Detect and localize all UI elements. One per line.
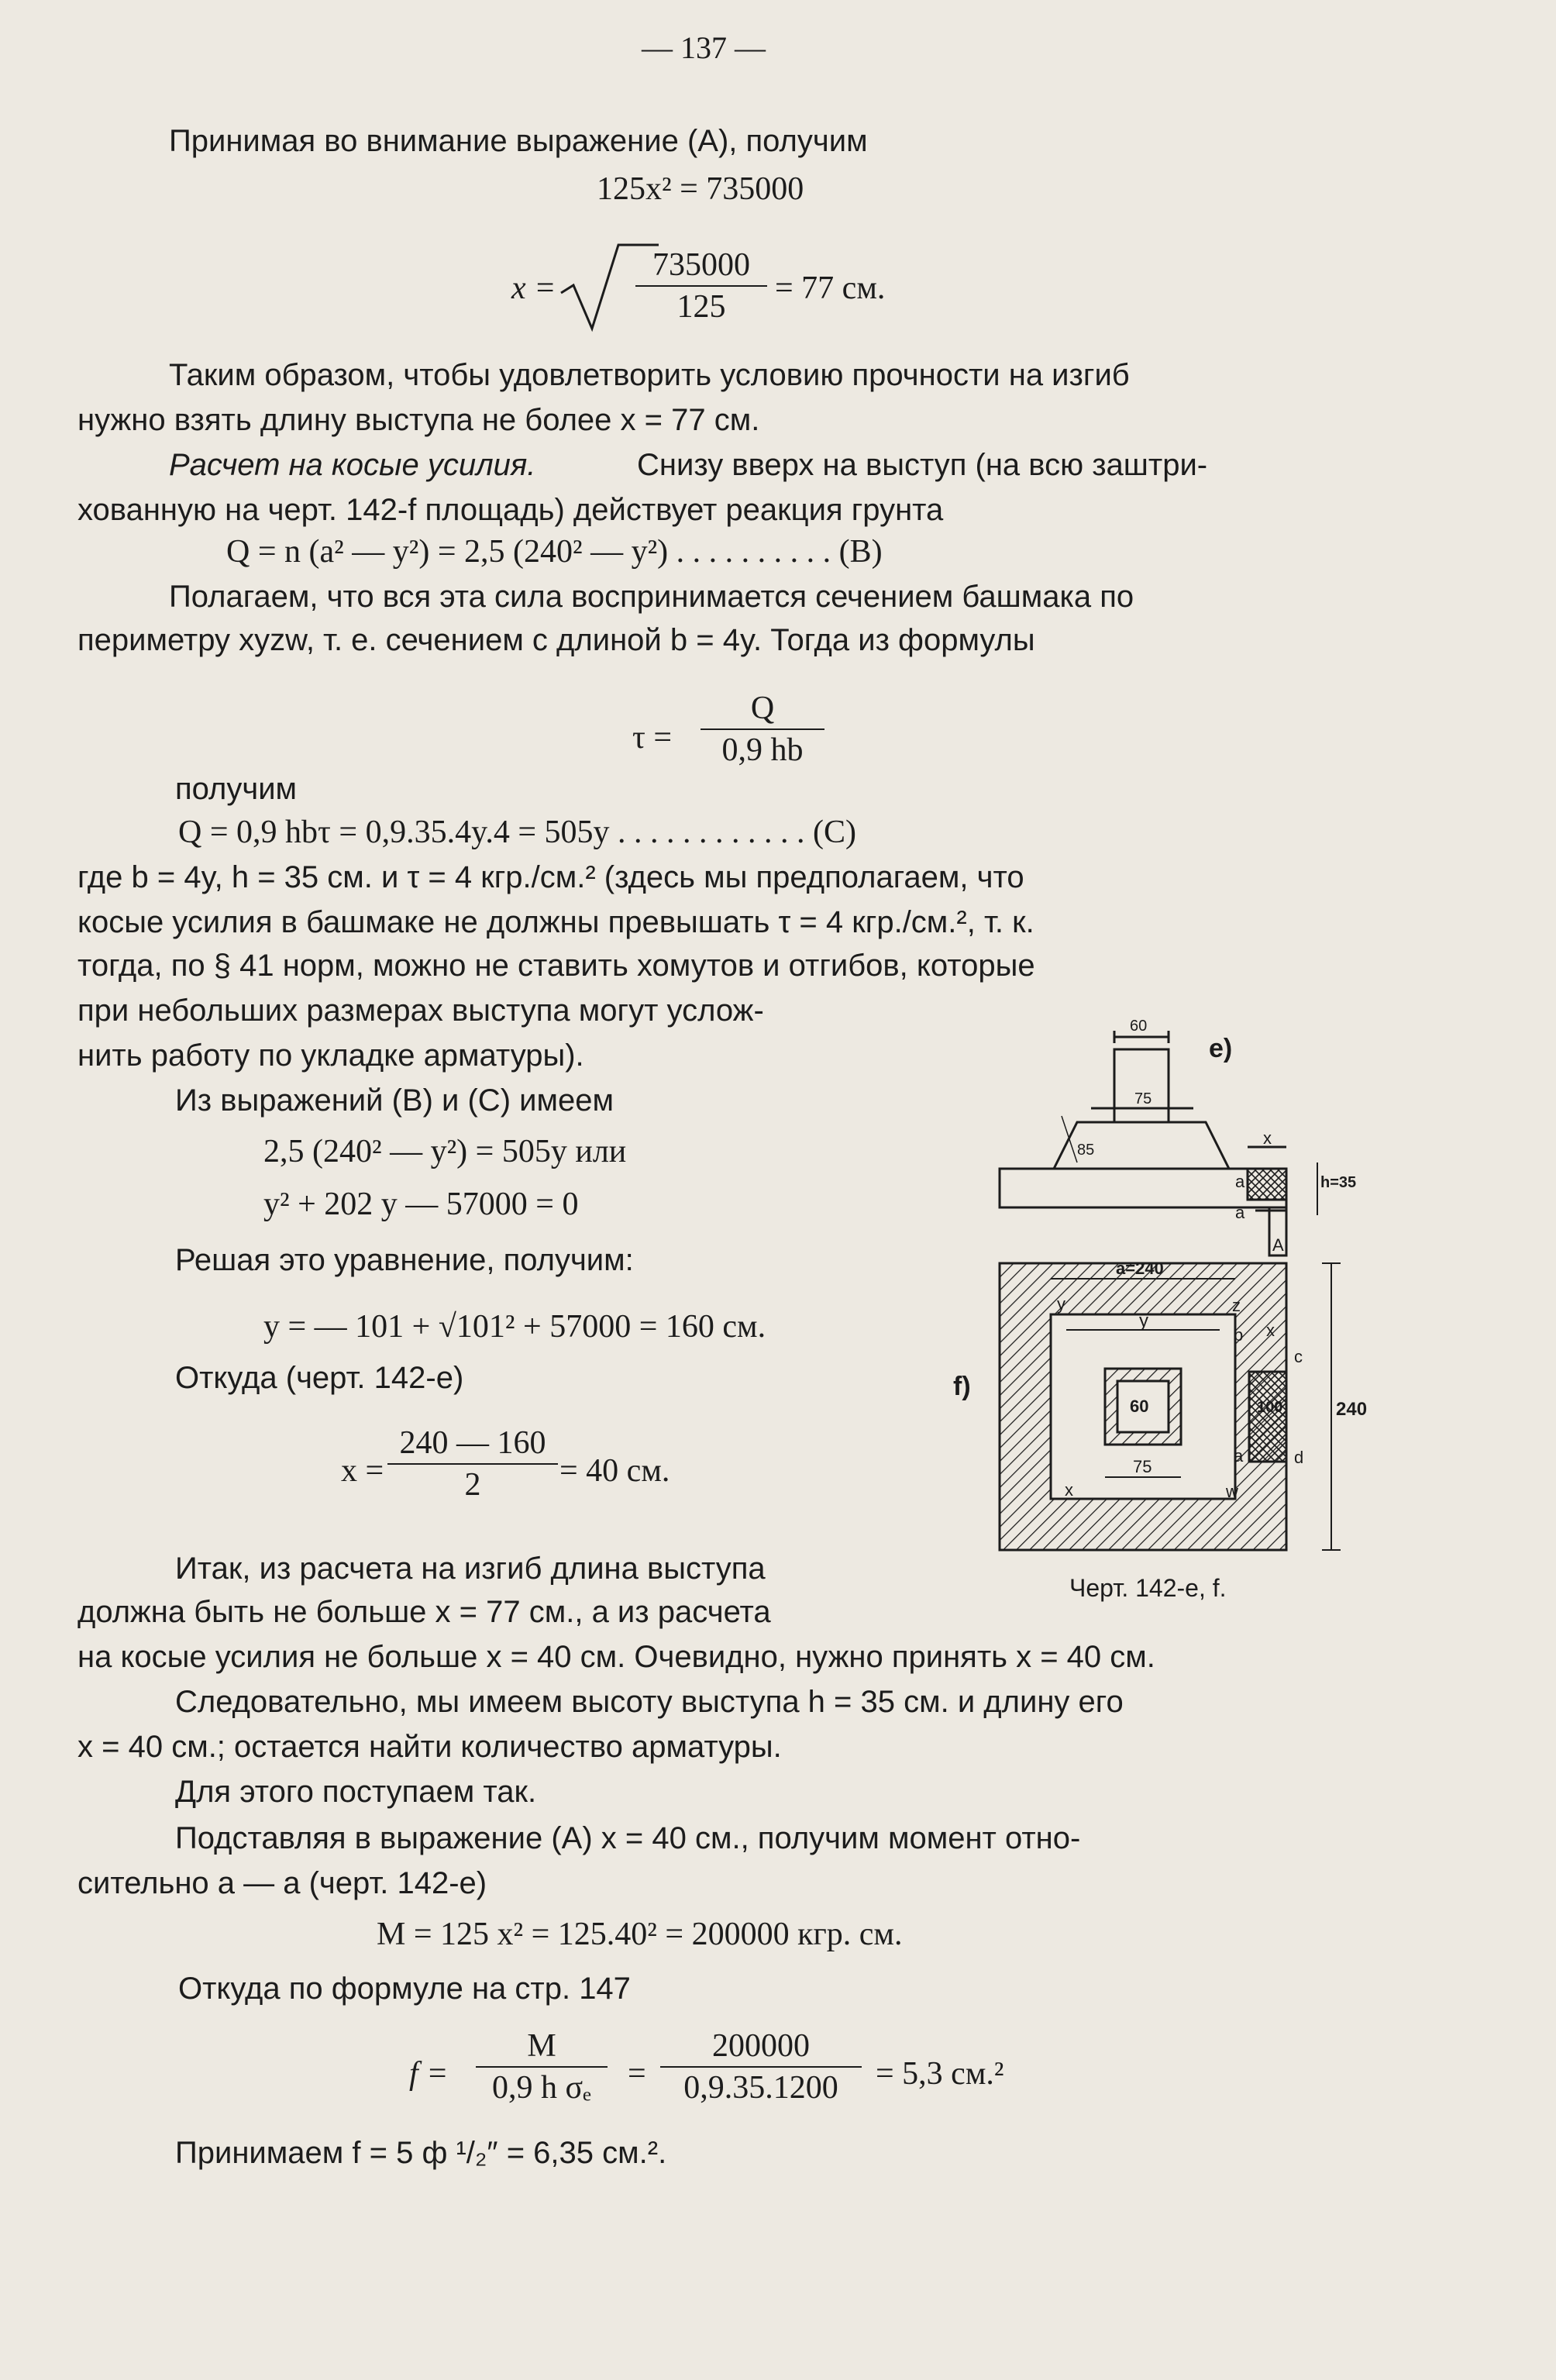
text-line: должна быть не больше x = 77 см., а из расчета: [77, 1595, 771, 1629]
equation-line: y = — 101 + √101² + 57000 = 160 см.: [263, 1309, 766, 1345]
equation-sqrt-post: = 77 см.: [775, 270, 886, 306]
text-line: на косые усилия не больше x = 40 см. Очевидно, нужно принять x = 40 см.: [77, 1640, 1155, 1674]
dim-75-bottom: 75: [1133, 1457, 1152, 1476]
text-line: где b = 4y, h = 35 см. и τ = 4 кгр./см.² (здесь мы предполагаем, что: [77, 860, 1024, 894]
fraction-denominator: 125: [635, 285, 767, 327]
label-x-right: x: [1266, 1321, 1275, 1340]
label-e: e): [1209, 1034, 1233, 1063]
section-heading: Расчет на косые усилия.: [169, 448, 536, 482]
text-line: Принимаем f = 5 ф ¹/₂″ = 6,35 см.².: [175, 2136, 667, 2170]
equation-f-pre: f =: [409, 2056, 449, 2092]
text-line: тогда, по § 41 норм, можно не ставить хомутов и отгибов, которые: [77, 949, 1035, 983]
fraction-denominator: 0,9.35.1200: [660, 2066, 862, 2108]
equation-x-pre: x =: [341, 1453, 384, 1489]
dim-60-top: 60: [1130, 1018, 1148, 1035]
equation-B: Q = n (a² — y²) = 2,5 (240² — y²) . . . . . . . . . . (B): [226, 534, 883, 570]
label-c: c: [1294, 1347, 1303, 1366]
label-d: d: [1294, 1448, 1304, 1467]
text-line: Из выражений (B) и (C) имеем: [175, 1083, 614, 1118]
equation-x-fraction: [387, 1423, 558, 1505]
text-line: Откуда по формуле на стр. 147: [178, 1972, 631, 2006]
equation-C: Q = 0,9 hbτ = 0,9.35.4y.4 = 505y . . . . . . . . . . . . (C): [178, 815, 857, 850]
equation-sqrt-pre: x =: [511, 270, 556, 306]
fraction-numerator: 200000: [712, 2028, 810, 2064]
label-z: z: [1232, 1296, 1241, 1315]
label-A: A: [1272, 1235, 1284, 1255]
dim-60-inner: 60: [1130, 1397, 1149, 1416]
page-number: — 137 —: [642, 30, 766, 65]
text-line: косые усилия в башмаке не должны превышать τ = 4 кгр./см.², т. к.: [77, 905, 1034, 939]
text-line: нужно взять длину выступа не более x = 77 см.: [77, 403, 760, 437]
fraction-numerator: Q: [750, 691, 775, 726]
text-line: сительно a — a (черт. 142-е): [77, 1866, 487, 1900]
dim-85: 85: [1077, 1142, 1095, 1159]
fraction-numerator: M: [527, 2028, 556, 2064]
equation-x-post: = 40 см.: [559, 1453, 670, 1489]
label-f: f): [953, 1372, 971, 1401]
label-y-left: y: [1057, 1294, 1065, 1314]
equation-f-mid: =: [628, 2056, 646, 2092]
equation-1: 125x² = 735000: [597, 171, 804, 207]
equation-M: M = 125 x² = 125.40² = 200000 кгр. см.: [377, 1917, 903, 1952]
text-line: Для этого поступаем так.: [175, 1775, 537, 1809]
text-line: получим: [175, 772, 298, 806]
label-a3: a: [1234, 1446, 1244, 1466]
label-y-mid: y: [1139, 1311, 1148, 1331]
equation-f-post: = 5,3 см.²: [876, 2056, 1004, 2092]
figure-caption: Черт. 142-e, f.: [1069, 1574, 1227, 1602]
text-line: Следовательно, мы имеем высоту выступа h = 35 см. и длину его: [175, 1685, 1124, 1719]
text-line: при небольших размерах выступа могут услож-: [77, 994, 764, 1028]
label-a2: a: [1235, 1203, 1245, 1222]
fraction-denominator: 2: [387, 1463, 558, 1505]
label-b: b: [1234, 1325, 1244, 1345]
text-line: Принимая во внимание выражение (A), получим: [169, 124, 868, 158]
label-w: w: [1226, 1482, 1238, 1501]
text-line: x = 40 см.; остается найти количество арматуры.: [77, 1730, 782, 1764]
text-line: хованную на черт. 142-f площадь) действует реакция грунта: [77, 493, 944, 527]
equation-tau-fraction: [701, 688, 824, 770]
dim-75-top: 75: [1134, 1090, 1152, 1107]
text-line: Полагаем, что вся эта сила воспринимается сечением башмака по: [169, 580, 1134, 614]
text-line: периметру xyzw, т. е. сечением с длиной b = 4y. Тогда из формулы: [77, 623, 1035, 657]
fraction-numerator: 735000: [652, 247, 750, 283]
dim-240: 240: [1336, 1399, 1368, 1420]
dim-h35: h=35: [1320, 1174, 1357, 1191]
figure-142-ef: [953, 1007, 1387, 1604]
label-x-bottom: x: [1065, 1480, 1073, 1500]
text-line: Таким образом, чтобы удовлетворить условию прочности на изгиб: [169, 358, 1130, 392]
dim-a240: a=240: [1116, 1259, 1164, 1278]
fraction-numerator: 240 — 160: [399, 1425, 546, 1461]
equation-f-fraction-2: [660, 2026, 862, 2108]
text-line: Снизу вверх на выступ (на всю заштри-: [637, 448, 1208, 482]
text-line: Откуда (черт. 142-е): [175, 1361, 464, 1395]
text-line: Подставляя в выражение (A) x = 40 см., получим момент отно-: [175, 1821, 1081, 1855]
text-line: Решая это уравнение, получим:: [175, 1243, 634, 1277]
dim-100: 100: [1257, 1399, 1283, 1416]
equation-tau-pre: τ =: [632, 720, 673, 756]
equation-sqrt-fraction: [635, 245, 767, 327]
label-a1: a: [1235, 1172, 1245, 1191]
plan-view: [1000, 1263, 1341, 1550]
fraction-denominator: 0,9 h σₑ: [476, 2066, 608, 2108]
text-line: Итак, из расчета на изгиб длина выступа: [175, 1552, 766, 1586]
text-line: нить работу по укладке арматуры).: [77, 1038, 584, 1073]
equation-f-fraction-1: [476, 2026, 608, 2108]
dim-x: x: [1263, 1128, 1272, 1148]
equation-line: y² + 202 y — 57000 = 0: [263, 1187, 579, 1222]
equation-line: 2,5 (240² — y²) = 505y или: [263, 1134, 627, 1169]
fraction-denominator: 0,9 hb: [701, 728, 824, 770]
